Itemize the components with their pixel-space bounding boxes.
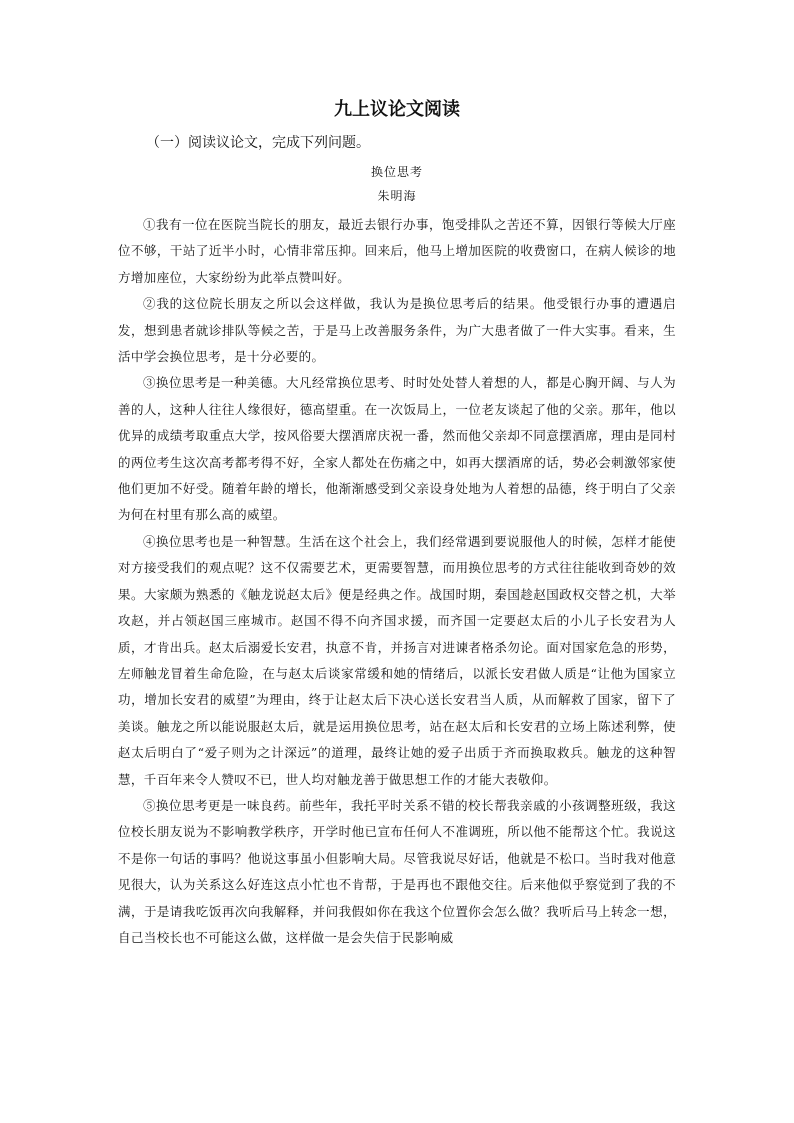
article-title: 换位思考 (370, 165, 423, 179)
section-heading: （一）阅读议论文，完成下列问题。 (146, 134, 370, 150)
paragraph-5: ⑤换位思考更是一味良药。前些年，我托平时关系不错的校长帮我亲戚的小孩调整班级，我这位校长朋友说为不影响教学秩序，开学时他已宣布任何人不准调班，所以他不能帮这个忙。我说这不是你一句话的事吗？他说这事虽小但影响大局。尽管我说尽好话，他就是不松口。当时我对他意见很大，认为关系这么好连这点小忙也不肯帮，于是再也不跟他交往。后来他似乎察觉到了我的不满，于是请我吃饭再次向我解释，并问我假如你在我这个位置你会怎么做？我听后马上转念一想，自己当校长也不可能这么做，这样做一是会失信于民影响威 (118, 797, 676, 945)
paragraph-4: ④换位思考也是一种智慧。生活在这个社会上，我们经常遇到要说服他人的时候，怎样才能使对方接受我们的观点呢？这不仅需要艺术，更需要智慧，而用换位思考的方式往往能收到奇妙的效果。大家颇为熟悉的《触龙说赵太后》便是经典之作。战国时期，秦国趁赵国政权交替之机，大举攻赵，并占领赵国三座城市。赵国不得不向齐国求援，而齐国一定要赵太后的小儿子长安君为人质，才肯出兵。赵太后溺爱长安君，执意不肯，并扬言对进谏者格杀勿论。面对国家危急的形势，左师触龙冒着生命危险，在与赵太后谈家常缓和她的情绪后，以派长安君做人质是“让他为国家立功，增加长安君的威望”为理由，终于让赵太后下决心送长安君当人质，从而解救了国家，留下了美谈。触龙之所以能说服赵太后，就是运用换位思考，站在赵太后和长安君的立场上陈述利弊，使赵太后明白了“爱子则为之计深远”的道理，最终让她的爱子出质于齐而换取救兵。触龙的这种智慧，千百年来令人赞叹不已，世人均对触龙善于做思想工作的才能大表敬仰。 (118, 533, 676, 787)
paragraph-2: ②我的这位院长朋友之所以会这样做，我认为是换位思考后的结果。他受银行办事的遭遇启发，想到患者就诊排队等候之苦，于是马上改善服务条件，为广大患者做了一件大实事。看来，生活中学会换位思考，是十分必要的。 (118, 296, 676, 365)
article-body (118, 212, 676, 951)
document-title: 九上议论文阅读 (334, 99, 460, 119)
article-author: 朱明海 (377, 189, 417, 203)
paragraph-1: ①我有一位在医院当院长的朋友，最近去银行办事，饱受排队之苦还不算，因银行等候大厅座位不够，干站了近半小时，心情非常压抑。回来后，他马上增加医院的收费窗口，在病人候诊的地方增加座位，大家纷纷为此举点赞叫好。 (118, 217, 676, 285)
paragraph-3: ③换位思考是一种美德。大凡经常换位思考、时时处处替人着想的人，都是心胸开阔、与人为善的人，这种人往往人缘很好，德高望重。在一次饭局上，一位老友谈起了他的父亲。那年，他以优异的成绩考取重点大学，按风俗要大摆酒席庆祝一番，然而他父亲却不同意摆酒席，理由是同村的两位考生这次高考都考得不好，全家人都处在伤痛之中，如再大摆酒席的话，势必会刺激邻家使他们更加不好受。随着年龄的增长，他渐渐感受到父亲设身处地为人着想的品德，终于明白了父亲为何在村里有那么高的威望。 (118, 375, 676, 523)
